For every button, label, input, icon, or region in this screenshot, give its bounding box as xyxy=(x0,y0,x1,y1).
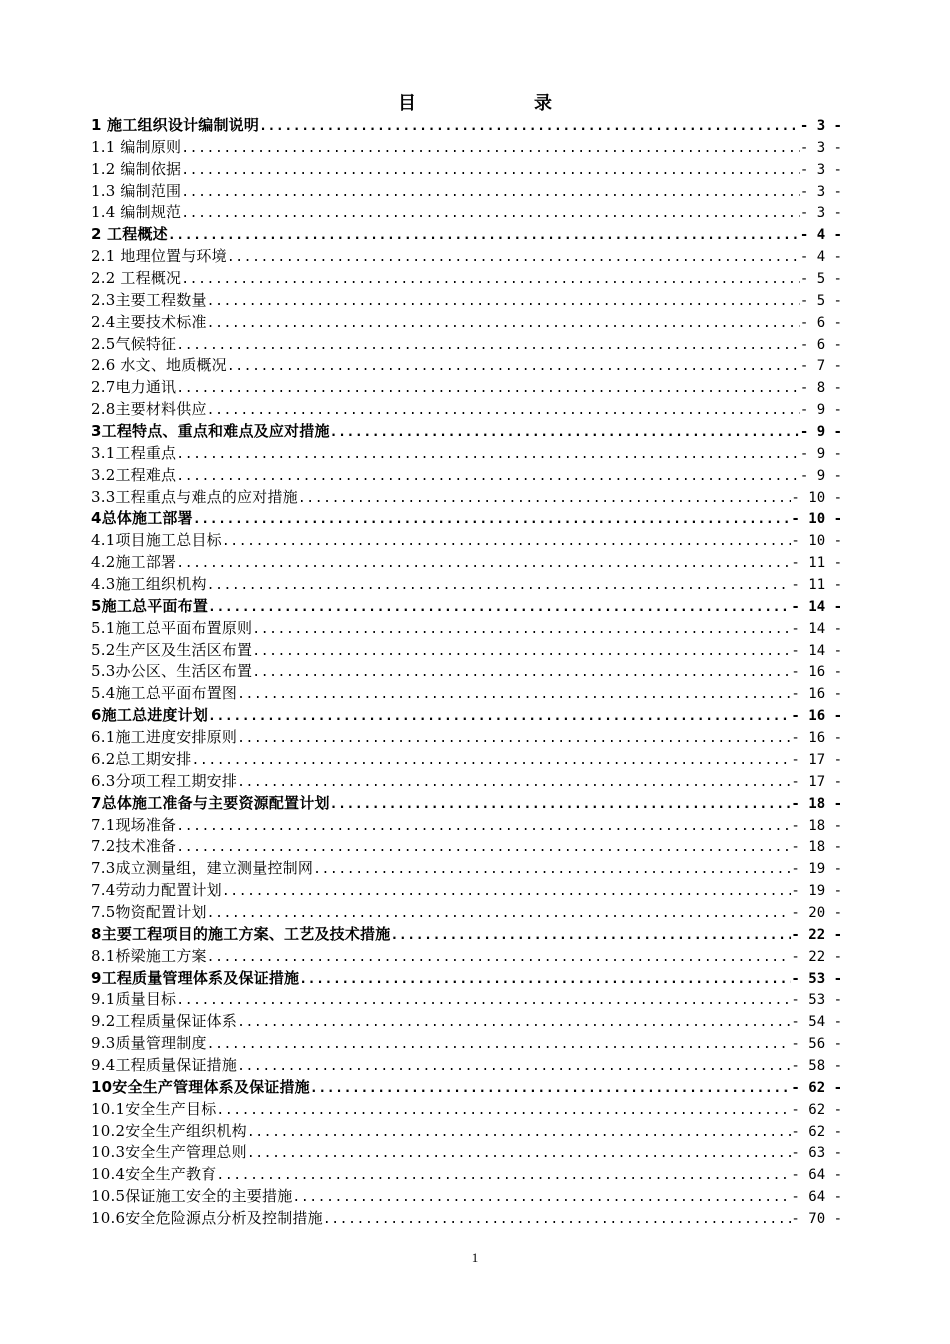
toc-section-entry[interactable] xyxy=(91,836,842,858)
toc-chapter-entry[interactable] xyxy=(91,115,842,137)
toc-entry-label: 7.1现场准备 xyxy=(91,815,177,834)
toc-chapter-entry[interactable] xyxy=(91,224,842,246)
toc-entry-label: 2.4主要技术标准 xyxy=(91,312,207,331)
toc-entry-label: 9.2工程质量保证体系 xyxy=(91,1012,238,1031)
toc-entry-page: - 9 - xyxy=(799,402,842,419)
toc-entry-label: 1 施工组织设计编制说明 xyxy=(91,116,260,134)
toc-dot-leader xyxy=(207,291,800,312)
toc-entry-label: 2.6 水文、地质概况 xyxy=(91,356,227,375)
toc-entry-page: - 62 - xyxy=(791,1123,842,1140)
toc-dot-leader xyxy=(176,444,800,465)
toc-dot-leader xyxy=(310,1078,792,1099)
toc-dot-leader xyxy=(330,794,792,815)
toc-entry-page: - 5 - xyxy=(799,271,842,288)
toc-entry-label: 10.4安全生产教育 xyxy=(91,1165,217,1184)
toc-entry-page: - 11 - xyxy=(791,577,842,594)
toc-section-entry[interactable] xyxy=(91,902,842,924)
toc-entry-label: 9工程质量管理体系及保证措施 xyxy=(91,968,300,987)
toc-section-entry[interactable] xyxy=(91,618,842,640)
toc-entry-page: - 3 - xyxy=(799,183,842,200)
toc-dot-leader xyxy=(168,225,800,246)
toc-entry-page: - 9 - xyxy=(799,445,842,462)
toc-section-entry[interactable] xyxy=(91,181,842,203)
toc-entry-page: - 62 - xyxy=(791,1079,842,1096)
toc-dot-leader xyxy=(313,859,791,880)
toc-section-entry[interactable] xyxy=(91,377,842,399)
toc-chapter-entry[interactable] xyxy=(91,705,842,727)
toc-dot-leader xyxy=(237,728,791,749)
toc-section-entry[interactable] xyxy=(91,771,842,793)
toc-entry-page: - 20 - xyxy=(791,904,842,921)
toc-chapter-entry[interactable] xyxy=(91,924,842,946)
toc-entry-label: 7.2技术准备 xyxy=(91,837,177,856)
toc-entry-page: - 19 - xyxy=(791,883,842,900)
toc-dot-leader xyxy=(176,466,800,487)
toc-section-entry[interactable] xyxy=(91,355,842,377)
toc-section-entry[interactable] xyxy=(91,858,842,880)
toc-dot-leader xyxy=(176,335,800,356)
toc-dot-leader xyxy=(216,1165,791,1186)
toc-section-entry[interactable] xyxy=(91,946,842,968)
toc-entry-page: - 53 - xyxy=(791,970,842,987)
toc-dot-leader xyxy=(176,553,791,574)
toc-dot-leader xyxy=(222,531,792,552)
toc-dot-leader xyxy=(323,1209,792,1230)
toc-dot-leader xyxy=(216,1100,791,1121)
toc-dot-leader xyxy=(176,837,791,858)
toc-section-entry[interactable] xyxy=(91,1033,842,1055)
toc-entry-page: - 10 - xyxy=(791,533,842,550)
toc-dot-leader xyxy=(247,1143,792,1164)
toc-entry-page: - 8 - xyxy=(799,380,842,397)
toc-chapter-entry[interactable] xyxy=(91,1077,842,1099)
toc-section-entry[interactable] xyxy=(91,530,842,552)
toc-section-entry[interactable] xyxy=(91,1099,842,1121)
toc-entry-label: 5.3办公区、生活区布置 xyxy=(91,662,253,681)
toc-entry-page: - 18 - xyxy=(791,795,842,812)
toc-entry-page: - 16 - xyxy=(791,686,842,703)
toc-dot-leader xyxy=(181,160,800,181)
toc-section-entry[interactable] xyxy=(91,268,842,290)
toc-entry-page: - 17 - xyxy=(791,751,842,768)
toc-section-entry[interactable] xyxy=(91,137,842,159)
toc-dot-leader xyxy=(299,969,791,990)
toc-entry-label: 7总体施工准备与主要资源配置计划 xyxy=(91,793,330,812)
toc-section-entry[interactable] xyxy=(91,334,842,356)
toc-entry-label: 6施工总进度计划 xyxy=(91,706,209,725)
toc-chapter-entry[interactable] xyxy=(91,968,842,990)
toc-entry-page: - 3 - xyxy=(799,139,842,156)
toc-dot-leader xyxy=(176,816,791,837)
toc-entry-page: - 19 - xyxy=(791,861,842,878)
toc-section-entry[interactable] xyxy=(91,1164,842,1186)
toc-entry-label: 7.4劳动力配置计划 xyxy=(91,881,222,900)
toc-entry-label: 3.1工程重点 xyxy=(91,443,177,462)
toc-dot-leader xyxy=(259,116,800,137)
toc-entry-page: - 4 - xyxy=(799,249,842,266)
toc-entry-page: - 16 - xyxy=(791,730,842,747)
toc-entry-page: - 70 - xyxy=(791,1210,842,1227)
toc-dot-leader xyxy=(237,772,791,793)
toc-section-entry[interactable] xyxy=(91,727,842,749)
toc-entry-page: - 9 - xyxy=(799,424,842,441)
toc-entry-label: 2.8主要材料供应 xyxy=(91,400,207,419)
toc-entry-page: - 14 - xyxy=(791,620,842,637)
toc-entry-label: 4.3施工组织机构 xyxy=(91,575,207,594)
toc-entry-label: 9.4工程质量保证措施 xyxy=(91,1055,238,1074)
toc-dot-leader xyxy=(191,750,791,771)
toc-dot-leader xyxy=(227,356,800,377)
toc-entry-label: 3.3工程重点与难点的应对措施 xyxy=(91,487,298,506)
toc-entry-label: 1.4 编制规范 xyxy=(91,203,182,222)
toc-dot-leader xyxy=(252,662,791,683)
toc-entry-page: - 58 - xyxy=(791,1057,842,1074)
toc-dot-leader xyxy=(176,990,791,1011)
toc-section-entry[interactable] xyxy=(91,487,842,509)
toc-dot-leader xyxy=(208,597,791,618)
toc-section-entry[interactable] xyxy=(91,1208,842,1230)
toc-section-entry[interactable] xyxy=(91,640,842,662)
toc-section-entry[interactable] xyxy=(91,443,842,465)
toc-dot-leader xyxy=(247,1122,792,1143)
toc-chapter-entry[interactable] xyxy=(91,793,842,815)
toc-section-entry[interactable] xyxy=(91,552,842,574)
toc-entry-label: 8.1桥梁施工方案 xyxy=(91,946,207,965)
toc-section-entry[interactable] xyxy=(91,399,842,421)
toc-entry-page: - 11 - xyxy=(791,555,842,572)
toc-entry-label: 2 工程概述 xyxy=(91,225,168,244)
toc-dot-leader xyxy=(222,881,792,902)
toc-entry-label: 2.2 工程概况 xyxy=(91,269,182,288)
toc-title-left: 目 xyxy=(398,93,416,114)
toc-entry-label: 5.4施工总平面布置图 xyxy=(91,684,238,703)
toc-entry-page: - 6 - xyxy=(799,336,842,353)
toc-entry-page: - 63 - xyxy=(791,1145,842,1162)
toc-entry-page: - 53 - xyxy=(791,992,842,1009)
toc-entry-label: 4.2施工部署 xyxy=(91,553,177,572)
toc-title-right: 录 xyxy=(534,93,552,114)
toc-section-entry[interactable] xyxy=(91,202,842,224)
toc-entry-label: 8主要工程项目的施工方案、工艺及技术措施 xyxy=(91,924,391,943)
toc-entry-label: 10.5保证施工安全的主要措施 xyxy=(91,1187,293,1206)
toc-section-entry[interactable] xyxy=(91,465,842,487)
toc-dot-leader xyxy=(181,138,800,159)
toc-section-entry[interactable] xyxy=(91,312,842,334)
toc-dot-leader xyxy=(208,706,791,727)
toc-dot-leader xyxy=(252,619,791,640)
toc-entry-label: 2.7电力通讯 xyxy=(91,378,177,397)
toc-section-entry[interactable] xyxy=(91,880,842,902)
toc-entry-page: - 10 - xyxy=(791,489,842,506)
toc-dot-leader xyxy=(207,1034,792,1055)
toc-dot-leader xyxy=(252,641,791,662)
toc-entry-label: 6.3分项工程工期安排 xyxy=(91,771,238,790)
table-of-contents xyxy=(91,115,842,1230)
toc-entry-label: 9.3质量管理制度 xyxy=(91,1034,207,1053)
toc-entry-label: 2.3主要工程数量 xyxy=(91,290,207,309)
toc-dot-leader xyxy=(207,903,792,924)
toc-chapter-entry[interactable] xyxy=(91,508,842,530)
toc-entry-label: 10.2安全生产组织机构 xyxy=(91,1121,247,1140)
toc-entry-label: 2.5气候特征 xyxy=(91,334,177,353)
toc-section-entry[interactable] xyxy=(91,246,842,268)
toc-entry-label: 10安全生产管理体系及保证措施 xyxy=(91,1077,310,1096)
toc-section-entry[interactable] xyxy=(91,683,842,705)
toc-entry-label: 5.1施工总平面布置原则 xyxy=(91,618,253,637)
toc-section-entry[interactable] xyxy=(91,159,842,181)
toc-dot-leader xyxy=(390,925,791,946)
toc-entry-page: - 64 - xyxy=(791,1189,842,1206)
toc-section-entry[interactable] xyxy=(91,749,842,771)
toc-dot-leader xyxy=(207,400,800,421)
toc-entry-page: - 16 - xyxy=(791,708,842,725)
toc-section-entry[interactable] xyxy=(91,661,842,683)
toc-entry-label: 10.6安全危险源点分析及控制措施 xyxy=(91,1208,323,1227)
toc-entry-page: - 16 - xyxy=(791,664,842,681)
toc-entry-page: - 3 - xyxy=(799,161,842,178)
toc-entry-page: - 22 - xyxy=(791,926,842,943)
toc-entry-page: - 3 - xyxy=(799,118,842,134)
toc-entry-label: 7.5物资配置计划 xyxy=(91,902,207,921)
toc-dot-leader xyxy=(176,378,800,399)
toc-entry-label: 1.1 编制原则 xyxy=(91,137,182,156)
toc-entry-label: 9.1质量目标 xyxy=(91,990,177,1009)
toc-dot-leader xyxy=(292,1187,791,1208)
toc-section-entry[interactable] xyxy=(91,574,842,596)
toc-entry-label: 5施工总平面布置 xyxy=(91,596,209,615)
toc-entry-page: - 10 - xyxy=(791,511,842,528)
toc-entry-label: 10.3安全生产管理总则 xyxy=(91,1143,247,1162)
toc-entry-label: 2.1 地理位置与环境 xyxy=(91,247,227,266)
toc-section-entry[interactable] xyxy=(91,815,842,837)
toc-entry-page: - 5 - xyxy=(799,292,842,309)
toc-entry-page: - 3 - xyxy=(799,205,842,222)
toc-dot-leader xyxy=(193,509,792,530)
toc-entry-page: - 18 - xyxy=(791,817,842,834)
toc-entry-page: - 18 - xyxy=(791,839,842,856)
toc-title xyxy=(0,92,950,116)
toc-entry-label: 5.2生产区及生活区布置 xyxy=(91,640,253,659)
toc-dot-leader xyxy=(237,684,791,705)
toc-entry-label: 6.1施工进度安排原则 xyxy=(91,728,238,747)
toc-entry-label: 4总体施工部署 xyxy=(91,509,193,528)
toc-dot-leader xyxy=(298,488,792,509)
toc-section-entry[interactable] xyxy=(91,290,842,312)
toc-section-entry[interactable] xyxy=(91,1186,842,1208)
toc-entry-page: - 54 - xyxy=(791,1014,842,1031)
toc-entry-page: - 22 - xyxy=(791,948,842,965)
toc-entry-page: - 14 - xyxy=(791,642,842,659)
toc-entry-label: 10.1安全生产目标 xyxy=(91,1099,217,1118)
toc-section-entry[interactable] xyxy=(91,1011,842,1033)
toc-entry-page: - 4 - xyxy=(799,227,842,244)
toc-section-entry[interactable] xyxy=(91,989,842,1011)
toc-entry-page: - 64 - xyxy=(791,1167,842,1184)
toc-chapter-entry[interactable] xyxy=(91,421,842,443)
toc-entry-label: 1.2 编制依据 xyxy=(91,159,182,178)
toc-dot-leader xyxy=(237,1056,791,1077)
toc-section-entry[interactable] xyxy=(91,1055,842,1077)
toc-entry-label: 3.2工程难点 xyxy=(91,465,177,484)
toc-entry-label: 1.3 编制范围 xyxy=(91,181,182,200)
toc-chapter-entry[interactable] xyxy=(91,596,842,618)
toc-dot-leader xyxy=(207,313,800,334)
toc-entry-page: - 9 - xyxy=(799,467,842,484)
toc-dot-leader xyxy=(207,575,792,596)
toc-dot-leader xyxy=(181,182,800,203)
toc-dot-leader xyxy=(181,269,800,290)
toc-dot-leader xyxy=(237,1012,791,1033)
toc-section-entry[interactable] xyxy=(91,1142,842,1164)
toc-entry-page: - 6 - xyxy=(799,314,842,331)
toc-entry-page: - 56 - xyxy=(791,1036,842,1053)
toc-entry-label: 4.1项目施工总目标 xyxy=(91,531,222,550)
toc-section-entry[interactable] xyxy=(91,1121,842,1143)
toc-dot-leader xyxy=(181,203,800,224)
toc-entry-label: 3工程特点、重点和难点及应对措施 xyxy=(91,422,330,441)
toc-entry-label: 6.2总工期安排 xyxy=(91,749,192,768)
toc-entry-page: - 7 - xyxy=(799,358,842,375)
toc-entry-page: - 14 - xyxy=(791,598,842,615)
toc-dot-leader xyxy=(330,422,800,443)
toc-entry-page: - 17 - xyxy=(791,773,842,790)
toc-entry-label: 7.3成立测量组，建立测量控制网 xyxy=(91,859,314,878)
toc-dot-leader xyxy=(207,947,792,968)
toc-dot-leader xyxy=(227,247,800,268)
toc-entry-page: - 62 - xyxy=(791,1101,842,1118)
page-number: 1 xyxy=(471,1250,479,1265)
